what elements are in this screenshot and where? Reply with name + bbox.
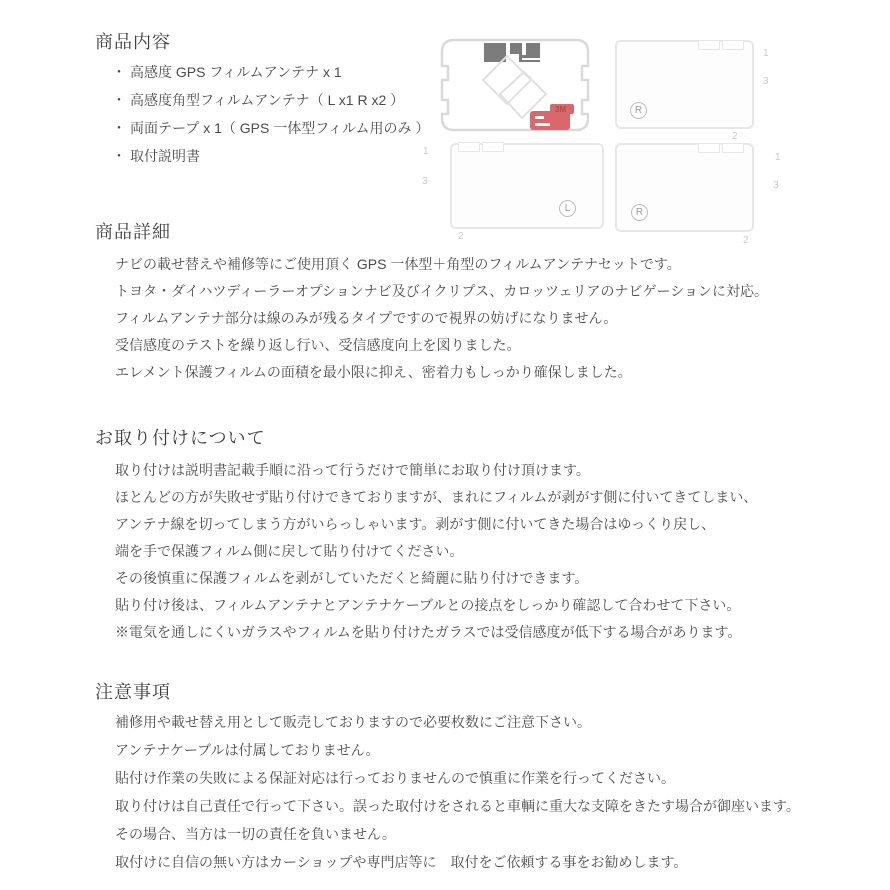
- text-line: 補修用や載せ替え用として販売しておりますので必要枚数にご注意下さい。: [115, 714, 591, 730]
- text-line: 貼付け作業の失敗による保証対応は行っておりませんので慎重に作業を行ってください。: [115, 770, 675, 786]
- list-item-text: 両面テープ x 1（ GPS 一体型フィルム用のみ ）: [130, 120, 430, 136]
- bullet-dot: ・: [112, 64, 126, 80]
- section-heading-detail: 商品詳細: [95, 222, 171, 242]
- tab-square: [698, 143, 720, 153]
- film-step-number: 1: [763, 48, 769, 59]
- tape-brand-label: 3M: [555, 105, 567, 114]
- film-step-number: 1: [423, 146, 429, 157]
- film-step-number: 1: [775, 152, 781, 163]
- film-step-number: 3: [763, 76, 769, 87]
- notes-paragraph: [115, 708, 800, 876]
- text-line: トヨタ・ダイハツディーラーオプションナビ及びイクリプス、カロッツェリアのナビゲーションに対応。: [115, 283, 768, 299]
- text-line: 取付けに自信の無い方はカーショップや専門店等に 取付をご依頼する事をお勧めします。: [115, 854, 688, 870]
- film-tab: [698, 143, 744, 153]
- tab-square: [458, 142, 480, 152]
- film-letter-badge: L: [559, 200, 576, 217]
- film-step-number: 2: [458, 231, 464, 242]
- film-step-number: 3: [773, 180, 779, 191]
- tab-square: [722, 40, 744, 50]
- text-line: 取り付けは自己責任で行って下さい。誤った取付けをされると車輌に重大な支障をきたす場合が御座います。: [115, 798, 800, 814]
- text-line: フィルムアンテナ部分は線のみが残るタイプですので視界の妨げになりません。: [115, 310, 618, 326]
- section-heading-installation: お取り付けについて: [95, 428, 266, 448]
- text-line: 取り付けは説明書記載手順に沿って行うだけで簡単にお取り付け頂けます。: [115, 462, 590, 478]
- product-images-panel: [420, 25, 890, 260]
- text-line: エレメント保護フィルムの面積を最小限に抑え、密着力もしっかり確保しました。: [115, 364, 632, 380]
- list-item: [112, 114, 429, 142]
- film-letter-badge: R: [631, 204, 648, 221]
- text-line: ※電気を通しにくいガラスやフィルムを貼り付けたガラスでは受信感度が低下する場合があります。: [115, 624, 742, 640]
- contents-bullet-list: [112, 58, 429, 170]
- film-tab: [698, 40, 744, 50]
- text-line: 受信感度のテストを繰り返し行い、受信感度向上を図りました。: [115, 337, 521, 353]
- film-letter-badge: R: [630, 102, 647, 119]
- film-l-image: [450, 143, 604, 229]
- tab-square: [722, 143, 744, 153]
- list-item: [112, 58, 429, 86]
- list-item-text: 高感度 GPS フィルムアンテナ x 1: [130, 64, 342, 80]
- antenna-element-squares: [484, 43, 540, 62]
- section-heading-contents: 商品内容: [95, 32, 171, 52]
- gps-film-image: [440, 38, 590, 132]
- film-tab: [458, 142, 504, 152]
- list-item: [112, 86, 429, 114]
- bullet-dot: ・: [112, 120, 126, 136]
- list-item-text: 高感度角型フィルムアンテナ（ L x1 R x2 ）: [130, 92, 405, 108]
- tab-square: [482, 142, 504, 152]
- film-step-number: 2: [732, 131, 738, 142]
- text-line: 端を手で保護フィルム側に戻して貼り付けてください。: [115, 543, 464, 559]
- text-line: その場合、当方は一切の責任を負いません。: [115, 826, 396, 842]
- list-item: [112, 142, 429, 170]
- text-line: アンテナ線を切ってしまう方がいらっしゃいます。剥がす側に付いてきた場合はゆっくり戻し、: [115, 516, 716, 532]
- text-line: その後慎重に保護フィルムを剥がしていただくと綺麗に貼り付けできます。: [115, 570, 589, 586]
- list-item-text: 取付説明書: [130, 148, 200, 164]
- film-r-bottom-image: [615, 143, 754, 232]
- film-r-top-image: [615, 40, 754, 129]
- text-line: アンテナケーブルは付属しておりません。: [115, 742, 380, 758]
- text-line: ほとんどの方が失敗せず貼り付けできておりますが、まれにフィルムが剥がす側に付いてきてしまい、: [115, 489, 758, 505]
- tab-square: [698, 40, 720, 50]
- section-heading-notes: 注意事項: [95, 682, 171, 702]
- bullet-dot: ・: [112, 92, 126, 108]
- bullet-dot: ・: [112, 148, 126, 164]
- film-step-number: 2: [743, 235, 749, 246]
- installation-paragraph: [115, 457, 757, 646]
- detail-paragraph: [115, 251, 768, 386]
- text-line: 貼り付け後は、フィルムアンテナとアンテナケーブルとの接点をしっかり確認して合わせて下さい。: [115, 597, 741, 613]
- gps-film-drawing: [440, 38, 590, 132]
- text-line: ナビの載せ替えや補修等にご使用頂く GPS 一体型＋角型のフィルムアンテナセットです。: [115, 256, 681, 272]
- film-step-number: 3: [422, 176, 428, 187]
